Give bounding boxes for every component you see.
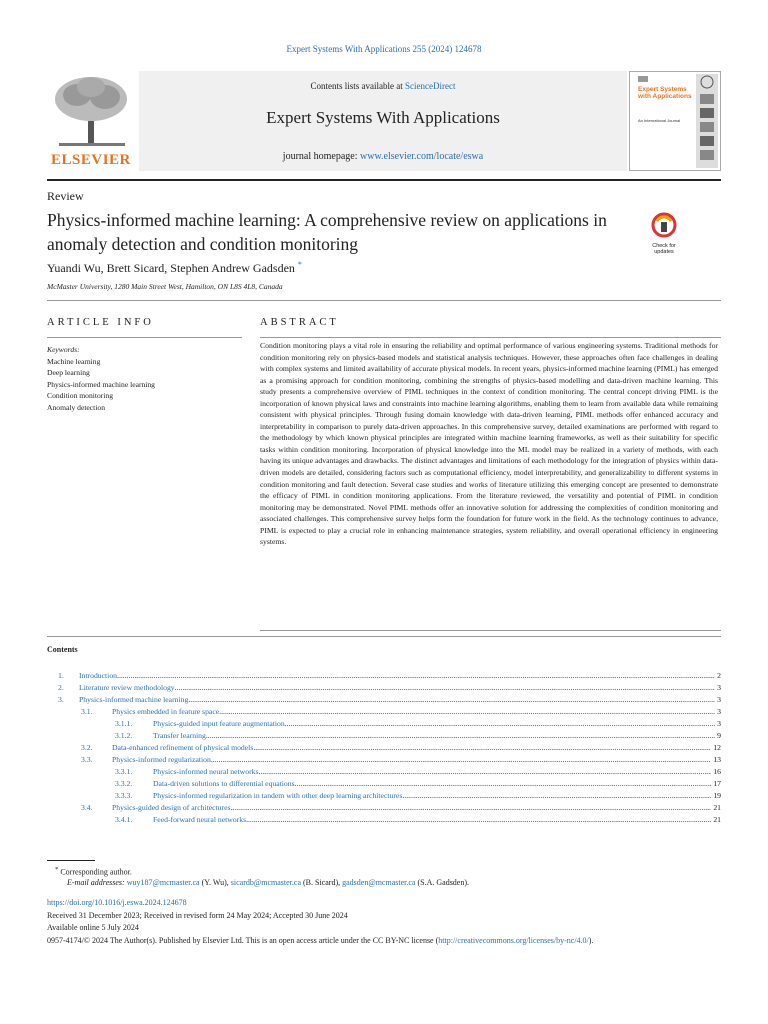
footnote-rule <box>47 860 95 861</box>
toc-entry-number[interactable]: 1. <box>58 671 64 680</box>
contents-available: Contents lists available at ScienceDirect <box>310 81 456 91</box>
table-of-contents <box>47 670 721 826</box>
toc-leader-dots <box>117 670 715 682</box>
toc-entry-title[interactable]: Feed-forward neural networks <box>153 815 247 824</box>
elsevier-wordmark: ELSEVIER <box>51 152 131 168</box>
keyword-item: Physics-informed machine learning <box>47 379 155 389</box>
available-online: Available online 5 July 2024 <box>47 923 139 932</box>
toc-entry-title[interactable]: Physics-guided design of architectures <box>112 803 231 812</box>
toc-entry-page: 19 <box>713 791 721 800</box>
cover-title: Expert Systems with Applications <box>638 86 692 100</box>
toc-entry[interactable] <box>47 718 721 730</box>
toc-entry-number[interactable]: 3.4. <box>81 803 93 812</box>
toc-entry-line <box>112 802 721 814</box>
doi-link[interactable]: https://doi.org/10.1016/j.eswa.2024.124678 <box>47 898 187 907</box>
header-rule <box>47 179 721 181</box>
toc-entry-number[interactable]: 3.4.1. <box>115 815 133 824</box>
toc-entry-page: 21 <box>713 803 721 812</box>
toc-entry-title[interactable]: Literature review methodology <box>79 683 175 692</box>
toc-leader-dots <box>206 730 715 742</box>
license-statement: 0957-4174/© 2024 The Author(s). Published by Elsevier Ltd. This is an open access article under the CC BY-NC license (http://creativecommons.org/licenses/by-nc/4.0/). <box>47 936 594 945</box>
toc-entry-number[interactable]: 3.3. <box>81 755 93 764</box>
toc-entry[interactable] <box>47 778 721 790</box>
toc-entry-number[interactable]: 2. <box>58 683 64 692</box>
divider <box>47 636 721 637</box>
author-list: Yuandi Wu, Brett Sicard, Stephen Andrew Gadsden * <box>47 260 302 275</box>
toc-entry[interactable] <box>47 730 721 742</box>
check-for-updates-badge[interactable] <box>644 212 684 255</box>
check-for-updates-label: Check for updates <box>652 243 676 255</box>
journal-cover-thumbnail[interactable] <box>629 71 721 171</box>
paper-title: Physics-informed machine learning: A comprehensive review on applications in anomaly detection and condition monitoring <box>47 210 607 254</box>
toc-entry[interactable] <box>47 694 721 706</box>
journal-banner <box>139 71 627 171</box>
toc-entry-line <box>153 766 721 778</box>
toc-leader-dots <box>188 694 715 706</box>
toc-entry-title[interactable]: Physics-guided input feature augmentation <box>153 719 285 728</box>
toc-entry-number[interactable]: 3.3.3. <box>115 791 133 800</box>
journal-header <box>47 71 721 171</box>
toc-entry-line <box>112 742 721 754</box>
toc-entry-page: 16 <box>713 767 721 776</box>
journal-homepage: journal homepage: www.elsevier.com/locate/eswa <box>282 151 484 162</box>
corresponding-author-mark[interactable]: * <box>297 260 302 269</box>
toc-entry[interactable] <box>47 814 721 826</box>
toc-entry-line <box>153 718 721 730</box>
toc-entry[interactable] <box>47 742 721 754</box>
corresponding-author-footnote: * Corresponding author. <box>55 866 132 877</box>
received-dates: Received 31 December 2023; Received in revised form 24 May 2024; Accepted 30 June 2024 <box>47 911 348 920</box>
keywords-block <box>47 344 237 414</box>
toc-entry-page: 3 <box>717 683 721 692</box>
toc-leader-dots <box>285 718 715 730</box>
toc-leader-dots <box>246 814 711 826</box>
divider <box>47 300 721 301</box>
toc-entry-line <box>79 682 721 694</box>
toc-entry-number[interactable]: 3.1.1. <box>115 719 133 728</box>
toc-entry-title[interactable]: Introduction <box>79 671 118 680</box>
toc-entry-line <box>153 778 721 790</box>
toc-leader-dots <box>402 790 711 802</box>
abstract-text: Condition monitoring plays a vital role in ensuring the reliability and optimal performance of various engineering systems. Traditional methods for condition monitoring rely on physics-based models and statistical analysis techniques. However, these approaches often face challenges in dealing with complex systems and limited availability of accurate physical models. In recent years, physics-informed machine learning (PIML) has emerged as a promising approach for condition monitoring, combining the strengths of physics-based modelling and data-driven machine learning. This study presents a comprehensive overview of PIML techniques in the context of condition monitoring. The central concept driving PIML is the incorporation of known physical laws and constraints into machine learning algorithms, enabling them to learn from available data while remaining consistent with physical principles. Through fusing domain knowledge with data-driven learning, PIML methods offer enhanced accuracy and interpretability in comparison to purely data-driven approaches. In this comprehensive survey, detailed examinations are performed with regard to the methodology by which known physical principles are integrated within machine learning frameworks, as well as their suitability for specific tasks within condition monitoring. Incorporation of physical knowledge into the ML model may be realized in a variety of methods, with each having its unique advantages and drawbacks. The distinct advantages and limitations of each methodology for the integration of physics within data-driven models are detailed, considering factors such as computational efficiency, model interpretability, and generalizability to different systems in condition monitoring and fault detection. Several case studies and works of literature utilizing this emerging concept are presented to demonstrate the efficacy of PIML in condition monitoring applications. From the literature reviewed, the versatility and potential of PIML in condition monitoring may be demonstrated. Novel PIML methods offer an innovative solution for addressing the complexities of condition monitoring and associated challenges. This comprehensive survey helps form the foundation for future work in the field. As the technology continues to advance, PIML is expected to play a crucial role in enhancing maintenance strategies, system reliability, and overall operational efficiency in engineering systems. <box>260 341 718 547</box>
toc-entry-page: 21 <box>713 815 721 824</box>
abstract-rule <box>260 337 721 338</box>
elsevier-tree-logo[interactable] <box>47 71 137 171</box>
toc-leader-dots <box>258 766 711 778</box>
toc-entry-number[interactable]: 3. <box>58 695 64 704</box>
toc-leader-dots <box>230 802 711 814</box>
article-info-rule <box>47 337 242 338</box>
abstract-bottom-rule <box>260 630 721 631</box>
keyword-item: Condition monitoring <box>47 391 114 401</box>
toc-entry-title[interactable]: Physics-informed regularization in tandem with other deep learning architectures <box>153 791 403 800</box>
toc-entry[interactable] <box>47 802 721 814</box>
toc-leader-dots <box>295 778 712 790</box>
toc-leader-dots <box>253 742 711 754</box>
toc-entry-page: 13 <box>713 755 721 764</box>
toc-entry-title[interactable]: Transfer learning <box>153 731 206 740</box>
cover-subtitle: An International Journal <box>638 118 681 123</box>
toc-entry[interactable] <box>47 754 721 766</box>
toc-entry-title[interactable]: Data-enhanced refinement of physical models <box>112 743 254 752</box>
toc-entry[interactable] <box>47 790 721 802</box>
email-footnote: E-mail addresses: wuy187@mcmaster.ca (Y. Wu), sicardb@mcmaster.ca (B. Sicard), gadsden@mcmaster.ca (S.A. Gadsden). <box>67 878 470 887</box>
toc-entry-page: 9 <box>717 731 721 740</box>
license-link[interactable]: http://creativecommons.org/licenses/by-nc/4.0/ <box>438 936 589 945</box>
abstract-heading: ABSTRACT <box>260 317 339 328</box>
toc-entry-number[interactable]: 3.3.2. <box>115 779 133 788</box>
keywords-label: Keywords: <box>47 345 80 354</box>
keyword-item: Machine learning <box>47 356 101 366</box>
toc-entry-page: 3 <box>717 719 721 728</box>
toc-leader-dots <box>219 706 715 718</box>
toc-entry-number[interactable]: 3.2. <box>81 743 93 752</box>
homepage-link[interactable]: www.elsevier.com/locate/eswa <box>360 151 484 162</box>
toc-entry-page: 2 <box>717 671 721 680</box>
toc-entry-number[interactable]: 3.1. <box>81 707 93 716</box>
toc-entry[interactable] <box>47 682 721 694</box>
journal-reference[interactable]: Expert Systems With Applications 255 (2024) 124678 <box>286 44 482 54</box>
toc-entry-number[interactable]: 3.3.1. <box>115 767 133 776</box>
email-link[interactable]: gadsden@mcmaster.ca <box>342 878 416 887</box>
toc-entry-line <box>153 730 721 742</box>
email-link[interactable]: wuy187@mcmaster.ca <box>126 878 200 887</box>
toc-leader-dots <box>211 754 711 766</box>
toc-entry-line <box>153 790 721 802</box>
toc-entry-line <box>112 754 721 766</box>
journal-title: Expert Systems With Applications <box>266 108 500 127</box>
keyword-item: Anomaly detection <box>47 402 105 412</box>
toc-entry-number[interactable]: 3.1.2. <box>115 731 133 740</box>
toc-entry-page: 3 <box>717 707 721 716</box>
email-link[interactable]: sicardb@mcmaster.ca <box>230 878 302 887</box>
keyword-item: Deep learning <box>47 368 90 378</box>
contents-heading: Contents <box>47 645 78 654</box>
toc-entry-title[interactable]: Physics-informed neural networks <box>153 767 259 776</box>
toc-entry[interactable] <box>47 706 721 718</box>
toc-entry[interactable] <box>47 670 721 682</box>
article-type: Review <box>47 189 84 203</box>
toc-entry-title[interactable]: Physics-informed machine learning <box>79 695 189 704</box>
toc-entry-title[interactable]: Physics embedded in feature space <box>112 707 220 716</box>
toc-entry-page: 3 <box>717 695 721 704</box>
sciencedirect-link[interactable]: ScienceDirect <box>405 81 456 91</box>
article-info-heading: ARTICLE INFO <box>47 317 154 328</box>
toc-entry-title[interactable]: Physics-informed regularization <box>112 755 211 764</box>
toc-entry-page: 17 <box>713 779 721 788</box>
toc-entry-line <box>79 694 721 706</box>
toc-entry[interactable] <box>47 766 721 778</box>
toc-entry-line <box>153 814 721 826</box>
affiliation: McMaster University, 1280 Main Street West, Hamilton, ON L8S 4L8, Canada <box>47 282 283 291</box>
toc-leader-dots <box>175 682 716 694</box>
toc-entry-line <box>79 670 721 682</box>
toc-entry-line <box>112 706 721 718</box>
toc-entry-page: 12 <box>713 743 721 752</box>
toc-entry-title[interactable]: Data-driven solutions to differential equations <box>153 779 295 788</box>
